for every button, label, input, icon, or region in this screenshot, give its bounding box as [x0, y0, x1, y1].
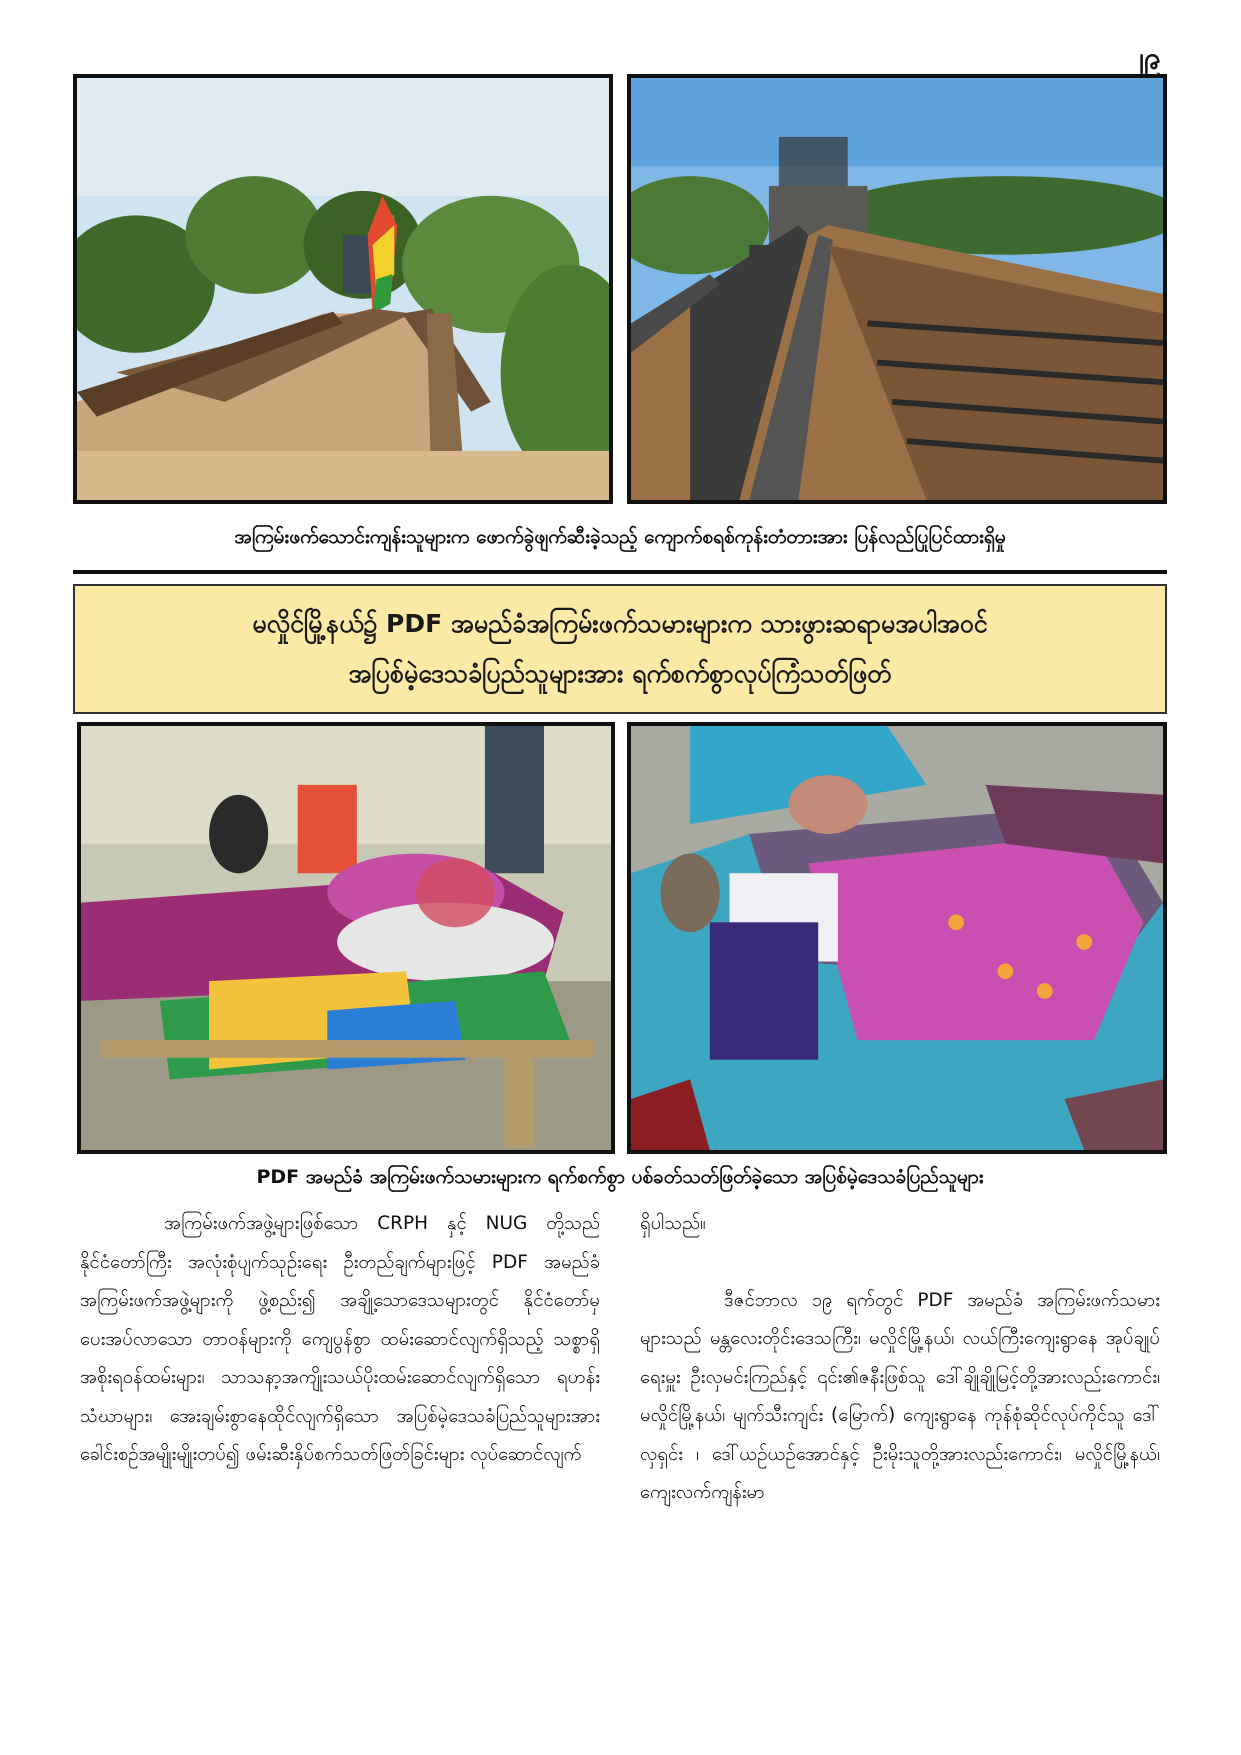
body-paragraph: အကြမ်းဖက်အဖွဲ့များဖြစ်သော CRPH နှင့် NUG တို့သည် နိုင်ငံတော်ကြီး အလုံးစုံပျက်သုဉ်းရေး ဦးတည်ချက်များဖြင့် PDF အမည်ခံ အကြမ်းဖက်အဖွဲ့များကို ဖွဲ့စည်း၍ အချို့သောဒေသများတွင် နိုင်ငံတော်မှ ပေးအပ်လာသော တာဝန်များကို ကျေပွန်စွာ ထမ်းဆောင်လျက်ရှိသည့် သစ္စာရှိ အစိုးရဝန်ထမ်းများ၊ သာသနာ့အကျိုးသယ်ပိုးထမ်းဆောင်လျက်ရှိသော ရဟန်းသံဃာများ၊ အေးချမ်းစွာနေထိုင်လျက်ရှိသော အပြစ်မဲ့ဒေသခံပြည်သူများအား ခေါင်းစဉ်အမျိုးမျိုးတပ်၍ ဖမ်းဆီးနှိပ်စက်သတ်ဖြတ်ခြင်းများ လုပ်ဆောင်လျက် — [80, 1213, 600, 1465]
body-paragraph: ဒီဇင်ဘာလ ၁၉ ရက်တွင် PDF အမည်ခံ အကြမ်းဖက်သမားများသည် မန္တလေးတိုင်းဒေသကြီး၊ မလှိုင်မြို့နယ်၊ လယ်ကြီးကျေးရွာနေ အုပ်ချုပ်ရေးမှူး ဦးလှမင်းကြည်နှင့် ၎င်း၏ဇနီးဖြစ်သူ ဒေါ်ချိုချိုမြင့်တို့အားလည်းကောင်း၊ မလှိုင်မြို့နယ်၊ မျက်သီးကျင်း (မြောက်) ကျေးရွာနေ ကုန်စုံဆိုင်လုပ်ကိုင်သူ ဒေါ်လှရှင်း ၊ ဒေါ်ယဉ်ယဉ်အောင်နှင့် ဦးမိုးသူတို့အားလည်းကောင်း၊ မလှိုင်မြို့နယ်၊ ကျေးလက်ကျန်းမာ — [640, 1289, 1160, 1503]
headline-line-1: မလှိုင်မြို့နယ်၌ PDF အမည်ခံအကြမ်းဖက်သမားများက သားဖွားဆရာမအပါအဝင် — [252, 609, 988, 638]
bridge-bulldozer-photo — [627, 74, 1167, 504]
photo-caption-top: အကြမ်းဖက်သောင်းကျန်းသူများက ဖောက်ခွဲဖျက်ဆီးခဲ့သည့် ကျောက်စရစ်ကုန်းတံတားအား ပြန်လည်ပြုပြင်ထားရှိမှု — [234, 526, 1006, 548]
headline-line-2: အပြစ်မဲ့ဒေသခံပြည်သူများအား ရက်စက်စွာလုပ်ကြံသတ်ဖြတ် — [348, 659, 892, 688]
victims-on-floor-photo — [627, 722, 1167, 1154]
bridge-with-flag-photo — [73, 74, 613, 504]
victims-on-bench-photo — [77, 722, 615, 1154]
photo-caption-bottom: PDF အမည်ခံ အကြမ်းဖက်သမားများက ရက်စက်စွာ ပစ်ခတ်သတ်ဖြတ်ခဲ့သော အပြစ်မဲ့ဒေသခံပြည်သူများ — [256, 1166, 984, 1188]
body-paragraph-continuation: ရှိပါသည်။ — [640, 1213, 706, 1234]
section-divider — [73, 570, 1167, 574]
headline-box — [73, 584, 1167, 714]
body-column-right — [640, 1205, 1160, 1513]
body-column-left — [80, 1205, 600, 1475]
page-number: ၂၉ — [1129, 41, 1161, 76]
